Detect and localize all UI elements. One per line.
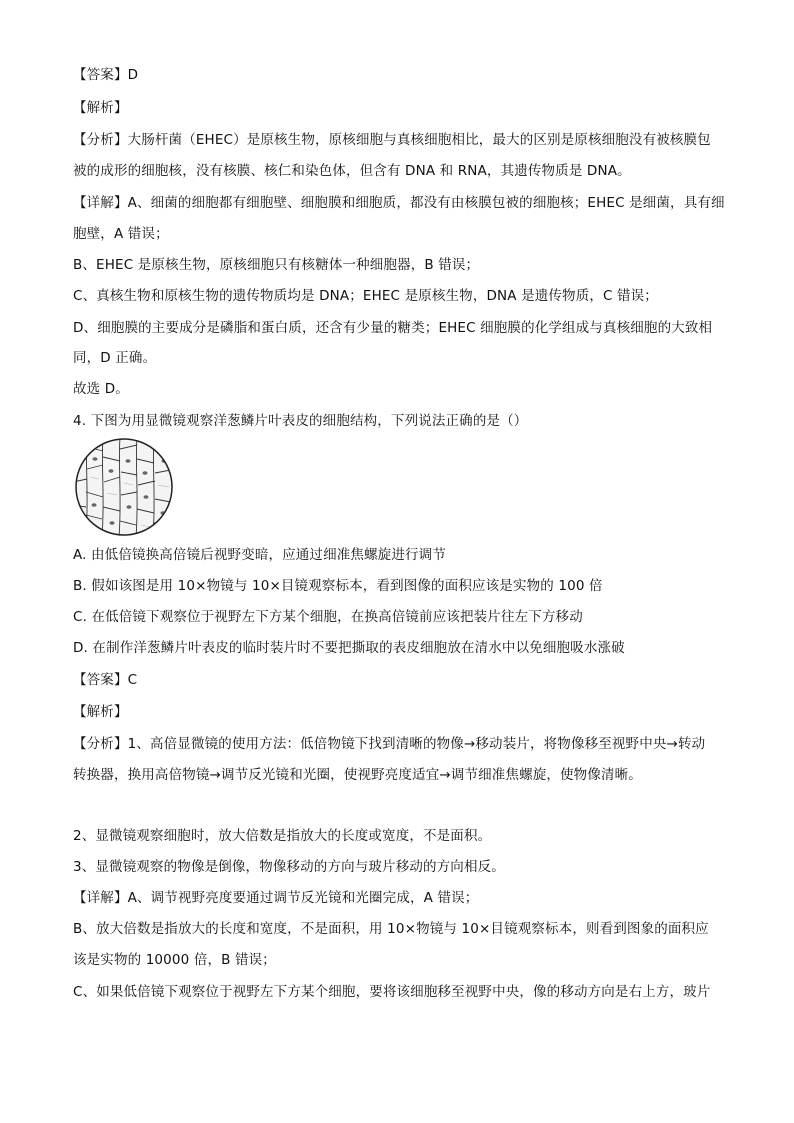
q3-option-d-line-1: D、细胞膜的主要成分是磷脂和蛋白质，还含有少量的糖类；EHEC 细胞膜的化学组成与真核细胞的大致相: [73, 320, 713, 336]
q4-fenxi-line-1: 【分析】1、高倍显微镜的使用方法：低倍物镜下找到清晰的物像→移动装片，将物像移至视野中央→转动: [73, 736, 706, 752]
q4-analysis-heading: 【解析】: [73, 704, 128, 720]
q4-option-c: C. 在低倍镜下观察位于视野左下方某个细胞，在换高倍镜前应该把装片往左下方移动: [73, 609, 583, 625]
q3-option-c: C、真核生物和原核生物的遗传物质均是 DNA；EHEC 是原核生物，DNA 是遗传物质，C 错误；: [73, 288, 658, 304]
q3-fenxi-line-1: 【分析】大肠杆菌（EHEC）是原核生物，原核细胞与真核细胞相比，最大的区别是原核细胞没有被核膜包: [73, 132, 711, 148]
q4-option-b: B. 假如该图是用 10×物镜与 10×目镜观察标本，看到图像的面积应该是实物的 100 倍: [73, 578, 603, 594]
q3-fenxi-line-2: 被的成形的细胞核，没有核膜、核仁和染色体，但含有 DNA 和 RNA，其遗传物质是 DNA。: [73, 163, 631, 179]
q4-xiangjie-a: 【详解】A、调节视野亮度要通过调节反光镜和光圈完成，A 错误；: [73, 890, 479, 906]
q4-xiangjie-b-line-2: 该是实物的 10000 倍，B 错误；: [73, 952, 276, 968]
q4-point-3: 3、显微镜观察的物像是倒像，物像移动的方向与玻片移动的方向相反。: [73, 859, 505, 875]
q3-option-b: B、EHEC 是原核生物，原核细胞只有核糖体一种细胞器，B 错误；: [73, 257, 480, 273]
q4-answer: 【答案】C: [73, 672, 138, 688]
q4-option-d: D. 在制作洋葱鳞片叶表皮的临时装片时不要把撕取的表皮细胞放在清水中以免细胞吸水涨破: [73, 640, 625, 656]
q3-xiangjie-line-1: 【详解】A、细菌的细胞都有细胞壁、细胞膜和细胞质，都没有由核膜包被的细胞核；EHEC 是细菌，具有细: [73, 195, 725, 211]
q4-fenxi-line-2: 转换器，换用高倍物镜→调节反光镜和光圈，使视野亮度适宜→调节细准焦螺旋，使物像清晰。: [73, 767, 642, 783]
q3-xiangjie-line-2: 胞壁，A 错误；: [73, 226, 169, 242]
q3-analysis-heading: 【解析】: [73, 100, 128, 116]
q4-option-a: A. 由低倍镜换高倍镜后视野变暗，应通过细准焦螺旋进行调节: [73, 547, 446, 563]
onion-epidermis-microscope-icon: [73, 437, 176, 537]
q4-xiangjie-b-line-1: B、放大倍数是指放大的长度和宽度，不是面积，用 10×物镜与 10×目镜观察标本，则看到图象的面积应: [73, 921, 709, 937]
q3-conclusion: 故选 D。: [73, 381, 129, 397]
q3-option-d-line-2: 同，D 正确。: [73, 350, 157, 366]
q3-answer: 【答案】D: [73, 67, 139, 83]
q4-stem: 4. 下图为用显微镜观察洋葱鳞片叶表皮的细胞结构，下列说法正确的是（）: [73, 413, 528, 429]
q4-xiangjie-c-line-1: C、如果低倍镜下观察位于视野左下方某个细胞，要将该细胞移至视野中央，像的移动方向是右上方，玻片: [73, 984, 711, 1000]
q4-point-2: 2、显微镜观察细胞时，放大倍数是指放大的长度或宽度，不是面积。: [73, 828, 492, 844]
